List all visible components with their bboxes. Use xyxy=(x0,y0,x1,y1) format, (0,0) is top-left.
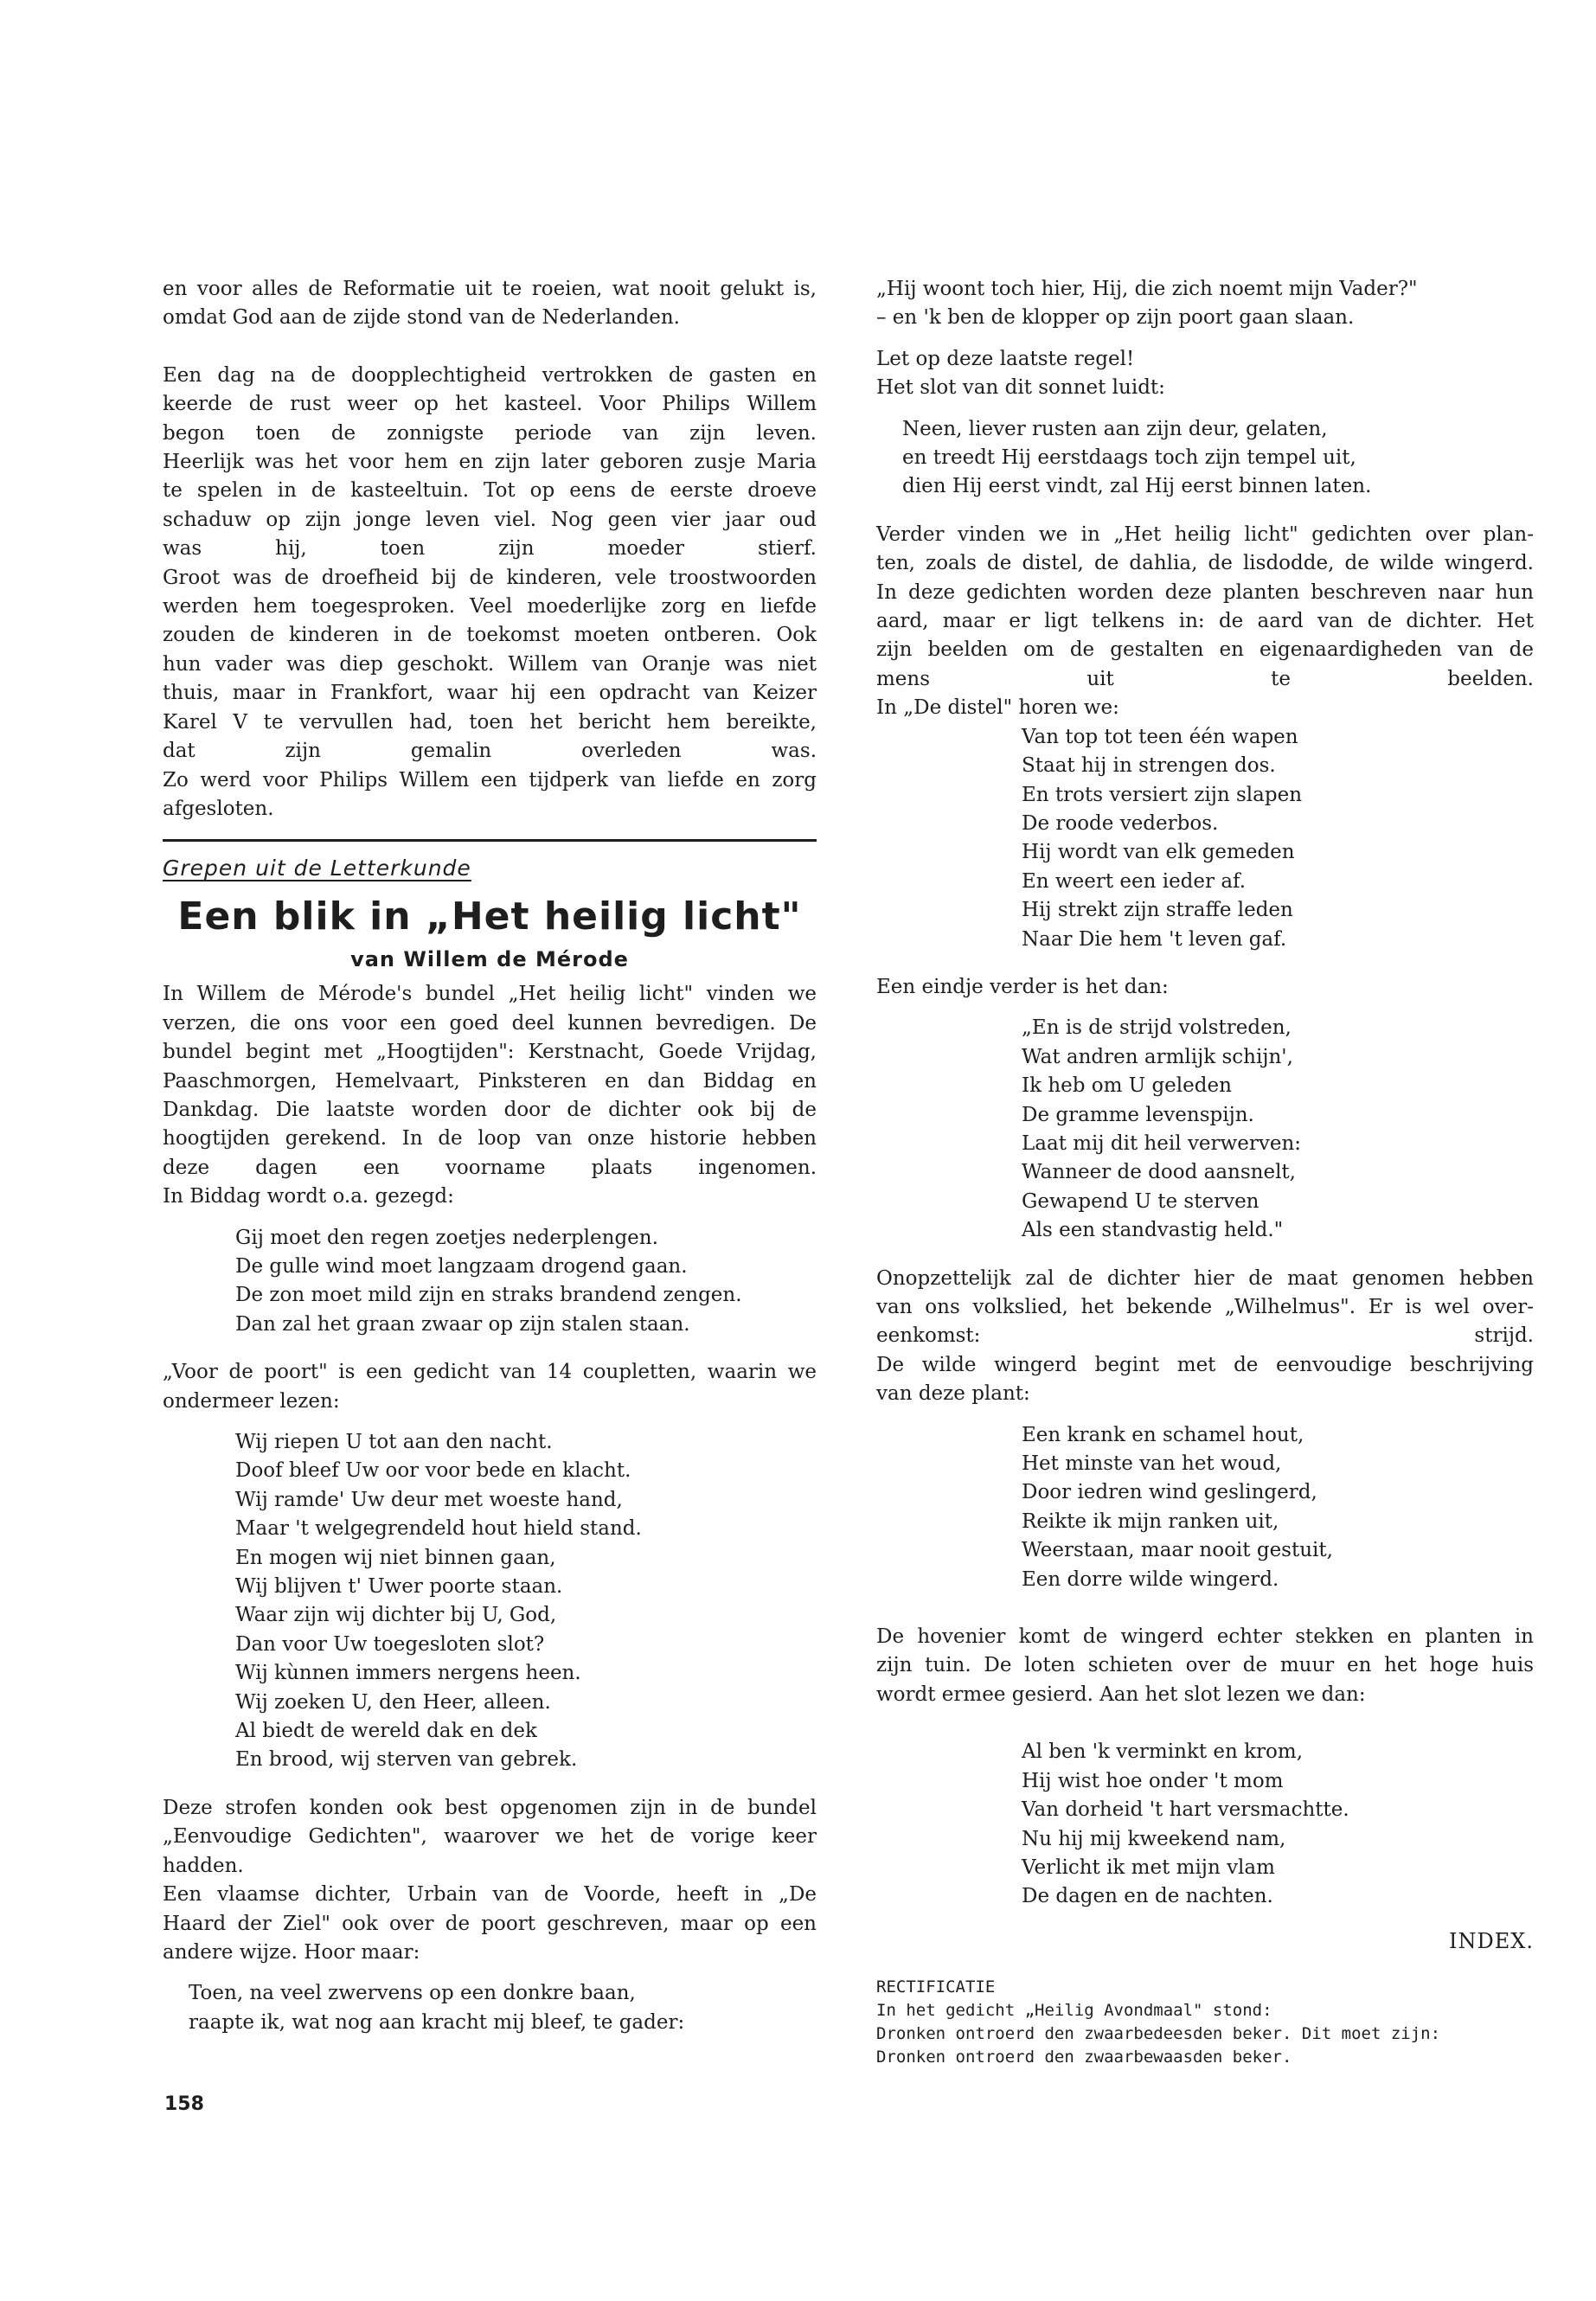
text-line: ten, zoals de distel, de dahlia, de lisdodde, de wilde wingerd. xyxy=(876,552,1534,575)
text-line: De gramme levenspijn. xyxy=(1022,1103,1254,1126)
text-line: Verder vinden we in „Het heilig licht" gedichten over plan- xyxy=(876,522,1534,546)
text-line: Wat andren armlijk schijn', xyxy=(1022,1045,1293,1068)
text-line: Ik heb om U geleden xyxy=(1022,1074,1232,1098)
text-line: Een dag na de doopplechtigheid vertrokken de gasten en xyxy=(163,363,817,387)
text-line: bundel begint met „Hoogtijden": Kerstnacht, Goede Vrijdag, xyxy=(163,1041,817,1064)
text-line: „En is de strijd volstreden, xyxy=(1022,1016,1292,1040)
poem-voor-de-poort xyxy=(163,1428,817,1775)
text-line: schaduw op zijn jonge leven viel. Nog geen vier jaar oud xyxy=(163,508,817,531)
text-line: dat zijn gemalin overleden was. xyxy=(163,740,817,763)
text-line: zijn tuin. De loten schieten over de muur en het hoge huis xyxy=(876,1654,1534,1677)
right-column xyxy=(876,275,1534,2069)
text-line: en voor alles de Reformatie uit te roeien, wat nooit gelukt is, xyxy=(163,278,817,300)
text-line: Dronken ontroerd den zwaarbewaasden beker. xyxy=(876,2047,1292,2067)
text-line: Van top tot teen één wapen xyxy=(1022,725,1298,748)
text-line: „Eenvoudige Gedichten", waarover we het de vorige keer xyxy=(163,1825,817,1849)
text-line: Al ben 'k verminkt en krom, xyxy=(1022,1740,1304,1764)
text-line: Neen, liever rusten aan zijn deur, gelaten, xyxy=(902,417,1328,440)
text-line: Wij ramde' Uw deur met woeste hand, xyxy=(235,1488,623,1511)
text-line: thuis, maar in Frankfort, waar hij een opdracht van Keizer xyxy=(163,682,817,705)
text-line: verzen, die ons voor een goed deel kunnen bevredigen. De xyxy=(163,1011,817,1035)
text-line: deze dagen een voorname plaats ingenomen. xyxy=(163,1156,817,1179)
paragraph-voor-de-poort xyxy=(163,1358,817,1416)
text-line: wordt ermee gesierd. Aan het slot lezen we dan: xyxy=(876,1682,1366,1706)
text-line: „Hij woont toch hier, Hij, die zich noemt mijn Vader?" xyxy=(876,278,1418,300)
text-line: De roode vederbos. xyxy=(1022,811,1219,835)
text-line: Gij moet den regen zoetjes nederplengen. xyxy=(235,1226,658,1249)
text-line: Heerlijk was het voor hem en zijn later geboren zusje Maria xyxy=(163,451,817,474)
text-line: Dan zal het graan zwaar op zijn stalen staan. xyxy=(235,1312,690,1336)
author-signature: INDEX. xyxy=(1449,1928,1534,1953)
text-line: raapte ik, wat nog aan kracht mij bleef, te gader: xyxy=(189,2010,685,2034)
paragraph-laatste-regel xyxy=(876,345,1534,403)
text-line: Dan voor Uw toegesloten slot? xyxy=(235,1632,545,1656)
text-line: Een eindje verder is het dan: xyxy=(876,975,1169,998)
text-line: Groot was de droefheid bij de kinderen, vele troostwoorden xyxy=(163,566,817,589)
paragraph-planten xyxy=(876,521,1534,723)
text-line: Dronken ontroerd den zwaarbedeesden beker. Dit moet zijn: xyxy=(876,2023,1441,2043)
text-line: Een vlaamse dichter, Urbain van de Voorde, heeft in „De xyxy=(163,1883,817,1907)
text-line: En mogen wij niet binnen gaan, xyxy=(235,1546,556,1569)
text-line: Een dorre wilde wingerd. xyxy=(1022,1567,1279,1591)
poem-voorde-opening xyxy=(163,1979,817,2037)
poem-slotlied xyxy=(876,1738,1534,1911)
text-line: Verlicht ik met mijn vlam xyxy=(1022,1856,1275,1879)
text-line: afgesloten. xyxy=(163,797,274,820)
text-line: Wij blijven t' Uwer poorte staan. xyxy=(235,1575,563,1599)
text-line: dien Hij eerst vindt, zal Hij eerst binnen laten. xyxy=(902,475,1372,498)
text-line: Wanneer de dood aansnelt, xyxy=(1022,1161,1296,1184)
text-line: Een krank en schamel hout, xyxy=(1022,1423,1304,1446)
text-line: Wij riepen U tot aan den nacht. xyxy=(235,1431,553,1453)
text-line: „Voor de poort" is een gedicht van 14 coupletten, waarin we xyxy=(163,1361,817,1384)
text-line: Dankdag. Die laatste worden door de dichter ook bij de xyxy=(163,1098,817,1121)
text-line: Al biedt de wereld dak en dek xyxy=(235,1720,537,1743)
poem-voorde-continued xyxy=(876,275,1534,333)
text-line: Paaschmorgen, Hemelvaart, Pinksteren en dan Biddag en xyxy=(163,1069,817,1093)
text-line: Als een standvastig held." xyxy=(1022,1219,1284,1242)
text-line: Hij strekt zijn straffe leden xyxy=(1022,899,1293,922)
paragraph-intro-bundel xyxy=(163,980,817,1211)
text-line: andere wijze. Hoor maar: xyxy=(163,1940,420,1964)
text-line: En trots versiert zijn slapen xyxy=(1022,783,1303,806)
text-line: omdat God aan de zijde stond van de Nederlanden. xyxy=(163,306,680,330)
text-line: hadden. xyxy=(163,1854,244,1877)
text-line: Staat hij in strengen dos. xyxy=(1022,754,1276,778)
text-line: Doof bleef Uw oor voor bede en klacht. xyxy=(235,1459,631,1483)
text-line: In het gedicht „Heilig Avondmaal" stond: xyxy=(876,2000,1272,2020)
text-line: Gewapend U te sterven xyxy=(1022,1189,1259,1213)
text-line: Weerstaan, maar nooit gestuit, xyxy=(1022,1539,1333,1562)
text-line: En brood, wij sterven van gebrek. xyxy=(235,1748,578,1772)
text-line: Het slot van dit sonnet luidt: xyxy=(876,376,1165,400)
text-line: van ons volkslied, het bekende „Wilhelmus". Er is wel over- xyxy=(876,1296,1534,1318)
text-line: werden hem toegesproken. Veel moederlijke zorg en liefde xyxy=(163,595,817,619)
text-line: Naar Die hem 't leven gaf. xyxy=(1022,927,1287,951)
article-byline: van Willem de Mérode xyxy=(350,947,629,972)
paragraph-eindje-verder xyxy=(876,973,1534,1002)
text-line: Hij wordt van elk gemeden xyxy=(1022,841,1295,864)
text-line: De wilde wingerd begint met de eenvoudige beschrijving xyxy=(876,1353,1534,1376)
text-line: mens uit te beelden. xyxy=(876,667,1534,690)
text-line: te spelen in de kasteeltuin. Tot op eens de eerste droeve xyxy=(163,479,817,503)
text-line: en treedt Hij eerstdaags toch zijn tempel uit, xyxy=(902,446,1356,470)
text-line: Wij zoeken U, den Heer, alleen. xyxy=(235,1690,551,1714)
text-line: zijn beelden om de gestalten en eigenaardigheden van de xyxy=(876,638,1534,662)
text-line: hoogtijden gerekend. In de loop van onze historie hebben xyxy=(163,1127,817,1150)
text-line: In Willem de Mérode's bundel „Het heilig licht" vinden we xyxy=(163,983,817,1006)
text-line: was hij, toen zijn moeder stierf. xyxy=(163,537,817,561)
article-title: Een blik in „Het heilig licht" xyxy=(177,894,802,939)
paragraph-doopplechtigheid xyxy=(163,362,817,824)
text-line: In Biddag wordt o.a. gezegd: xyxy=(163,1185,454,1208)
text-line: In „De distel" horen we: xyxy=(876,696,1119,720)
text-line: Hij wist hoe onder 't mom xyxy=(1022,1769,1284,1792)
text-line: zouden de kinderen in de toekomst moeten ontberen. Ook xyxy=(163,624,817,647)
text-line: Het minste van het woud, xyxy=(1022,1452,1282,1476)
poem-wilde-wingerd xyxy=(876,1421,1534,1594)
text-line: keerde de rust weer op het kasteel. Voor Philips Willem xyxy=(163,393,817,416)
text-line: Zo werd voor Philips Willem een tijdperk van liefde en zorg xyxy=(163,768,817,792)
text-line: Nu hij mij kweekend nam, xyxy=(1022,1827,1286,1850)
text-line: En weert een ieder af. xyxy=(1022,869,1247,893)
section-divider xyxy=(163,839,817,842)
poem-de-distel xyxy=(876,723,1534,954)
text-line: Let op deze laatste regel! xyxy=(876,347,1135,370)
text-line: Deze strofen konden ook best opgenomen zijn in de bundel xyxy=(163,1796,817,1819)
poem-biddag xyxy=(163,1224,817,1340)
poem-sonnet-slot xyxy=(876,415,1534,502)
rectificatie-note xyxy=(876,1976,1534,2069)
text-line: Wij kùnnen immers nergens heen. xyxy=(235,1662,581,1685)
text-line: begon toen de zonnigste periode van zijn leven. xyxy=(163,421,817,445)
text-line: hun vader was diep geschokt. Willem van Oranje was niet xyxy=(163,652,817,676)
text-line: Waar zijn wij dichter bij U, God, xyxy=(235,1604,557,1627)
text-line: De zon moet mild zijn en straks brandend zengen. xyxy=(235,1284,742,1307)
text-line: Van dorheid 't hart versmachtte. xyxy=(1022,1798,1349,1822)
text-line: Maar 't welgegrendeld hout hield stand. xyxy=(235,1517,642,1541)
section-label: Grepen uit de Letterkunde xyxy=(163,856,471,881)
page-number: 158 xyxy=(164,2093,204,2115)
text-line: De gulle wind moet langzaam drogend gaan. xyxy=(235,1254,688,1278)
text-line: Toen, na veel zwervens op een donkre baan, xyxy=(189,1982,636,2005)
text-line: ondermeer lezen: xyxy=(163,1389,340,1413)
text-line: Reikte ik mijn ranken uit, xyxy=(1022,1509,1279,1533)
paragraph-hovenier xyxy=(876,1623,1534,1709)
paragraph-reformatie xyxy=(163,275,817,333)
paragraph-wilhelmus xyxy=(876,1265,1534,1409)
text-line: van deze plant: xyxy=(876,1382,1030,1406)
text-line: Laat mij dit heil verwerven: xyxy=(1022,1131,1301,1155)
text-line: aard, maar er ligt telkens in: de aard van de dichter. Het xyxy=(876,610,1534,633)
poem-strijd xyxy=(876,1014,1534,1245)
paragraph-vlaamse-dichter xyxy=(163,1794,817,1967)
text-line: De hovenier komt de wingerd echter stekken en planten in xyxy=(876,1625,1534,1649)
text-line: – en 'k ben de klopper op zijn poort gaan slaan. xyxy=(876,306,1355,330)
text-line: Onopzettelijk zal de dichter hier de maat genomen hebben xyxy=(876,1266,1534,1290)
text-line: Karel V te vervullen had, toen het bericht hem bereikte, xyxy=(163,710,817,734)
text-line: Door iedren wind geslingerd, xyxy=(1022,1481,1317,1504)
text-line: In deze gedichten worden deze planten beschreven naar hun xyxy=(876,580,1534,604)
text-line: De dagen en de nachten. xyxy=(1022,1885,1273,1908)
text-line: RECTIFICATIE xyxy=(876,1977,996,1997)
text-line: eenkomst: strijd. xyxy=(876,1324,1534,1348)
text-line: Haard der Ziel" ook over de poort geschreven, maar op een xyxy=(163,1912,817,1935)
left-column xyxy=(163,275,817,2037)
